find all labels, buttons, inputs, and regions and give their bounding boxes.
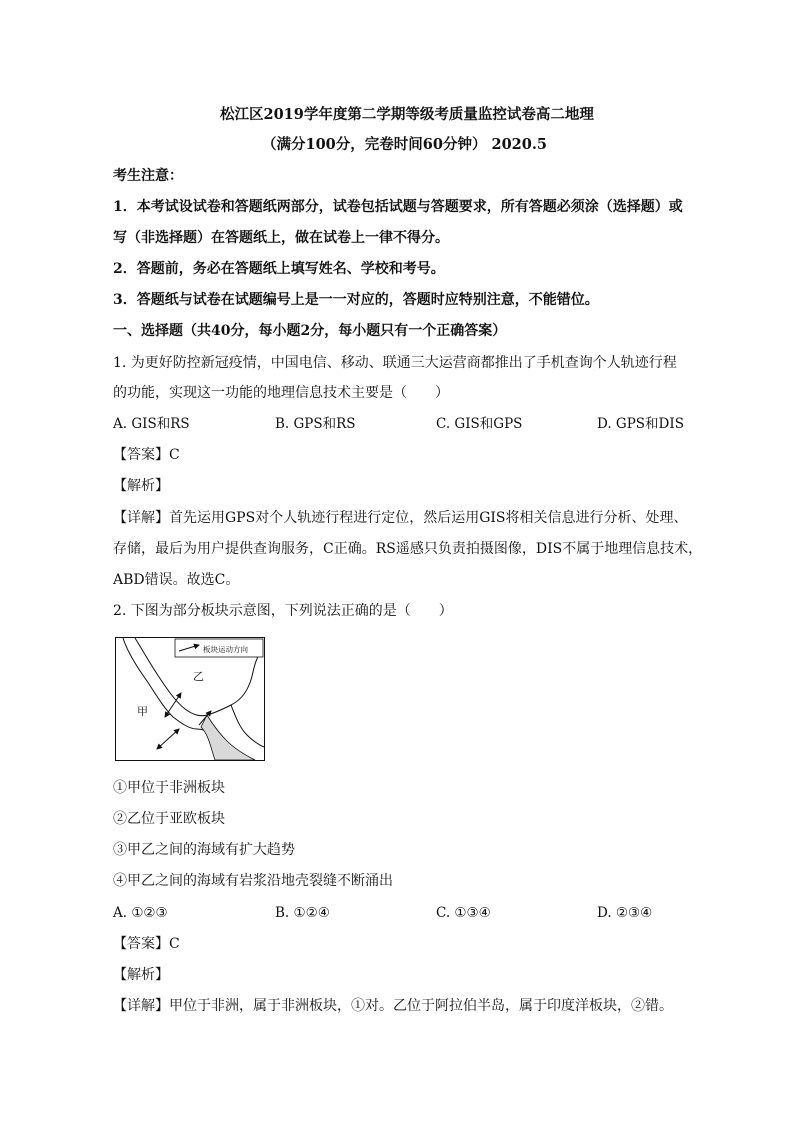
q1-stem: 1. 为更好防控新冠疫情，中国电信、移动、联通三大运营商都推出了手机查询个人轨迹行程 xyxy=(113,355,677,371)
q1-option-b: B. GPS和RS xyxy=(275,416,356,432)
page-subtitle: （满分100分，完卷时间60分钟） 2020.5 xyxy=(262,136,547,153)
section-heading: 一、选择题（共40分，每小题2分，每小题只有一个正确答案） xyxy=(113,323,507,339)
notice-item: 3．答题纸与试卷在试题编号上是一一对应的，答题时应特别注意，不能错位。 xyxy=(113,292,599,308)
q2-statement: ④甲乙之间的海域有岩浆沿地壳裂缝不断涌出 xyxy=(113,873,393,889)
q2-analysis-label: 【解析】 xyxy=(113,967,169,983)
q2-statement: ③甲乙之间的海域有扩大趋势 xyxy=(113,842,295,858)
q2-stem: 2. 下图为部分板块示意图，下列说法正确的是（ ） xyxy=(113,603,453,619)
q2-statement: ②乙位于亚欧板块 xyxy=(113,811,225,827)
q1-option-c: C. GIS和GPS xyxy=(436,416,523,432)
q1-answer: 【答案】C xyxy=(113,447,180,463)
plate-map-figure xyxy=(115,637,265,761)
notice-item: 2．答题前，务必在答题纸上填写姓名、学校和考号。 xyxy=(113,261,445,277)
label-jia: 甲 xyxy=(137,705,148,718)
q2-option-b: B. ①②④ xyxy=(275,905,330,921)
q2-statement: ①甲位于非洲板块 xyxy=(113,780,225,796)
q2-answer: 【答案】C xyxy=(113,936,180,952)
q1-analysis-label: 【解析】 xyxy=(113,478,169,494)
notice-item: 1．本考试设试卷和答题纸两部分，试卷包括试题与答题要求，所有答题必须涂（选择题）或 xyxy=(113,199,683,215)
page-title: 松江区2019学年度第二学期等级考质量监控试卷高二地理 xyxy=(220,106,594,123)
q2-detail: 【详解】甲位于非洲，属于非洲板块，①对。乙位于阿拉伯半岛，属于印度洋板块，②错。 xyxy=(113,998,673,1014)
q1-option-d: D. GPS和DIS xyxy=(597,416,684,432)
notice-item: 写（非选择题）在答题纸上，做在试卷上一律不得分。 xyxy=(113,230,449,246)
q1-detail: 存储，最后为用户提供查询服务，C正确。RS遥感只负责拍摄图像，DIS不属于地理信息技术， xyxy=(113,541,703,557)
q1-detail: ABD错误。故选C。 xyxy=(113,572,240,588)
q2-option-d: D. ②③④ xyxy=(597,905,653,921)
notice-heading: 考生注意： xyxy=(113,168,183,184)
q2-option-c: C. ①③④ xyxy=(436,905,491,921)
q1-detail: 【详解】首先运用GPS对个人轨迹行程进行定位，然后运用GIS将相关信息进行分析、处理、 xyxy=(113,510,688,526)
q1-stem: 的功能，实现这一功能的地理信息技术主要是（ ） xyxy=(113,385,449,401)
q1-option-a: A. GIS和RS xyxy=(113,416,190,432)
q2-option-a: A. ①②③ xyxy=(113,905,168,921)
legend-label: 板块运动方向 xyxy=(203,645,248,654)
label-yi: 乙 xyxy=(193,670,204,683)
